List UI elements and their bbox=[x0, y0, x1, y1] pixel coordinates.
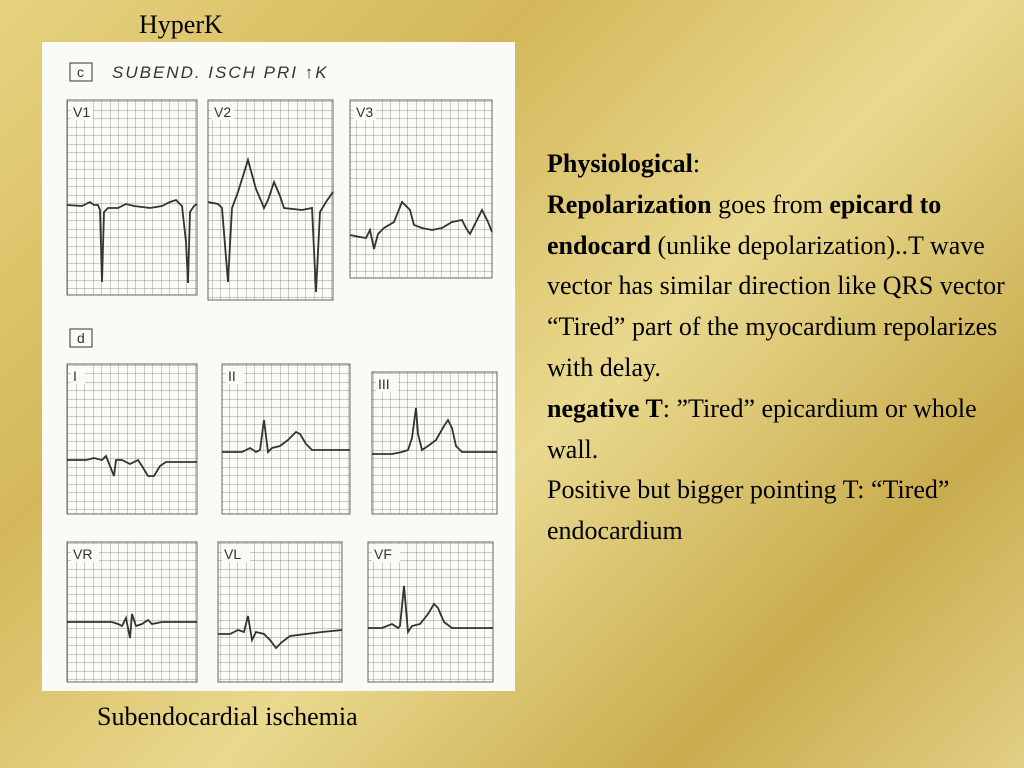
negative-t-term: negative T bbox=[547, 393, 663, 423]
explanation-text bbox=[547, 144, 1007, 552]
epicard-endocard-term: epicard to endocard bbox=[547, 189, 942, 260]
lead-vl-label: VL bbox=[224, 546, 242, 562]
hyperk-label: HyperK bbox=[139, 10, 223, 39]
lead-v2-label: V2 bbox=[214, 104, 232, 120]
paragraph-negative-t: negative T: ”Tired” epicardium or whole wall. bbox=[547, 393, 977, 464]
physiological-heading: Physiological bbox=[547, 149, 693, 178]
lead-vf-label: VF bbox=[374, 546, 392, 562]
paragraph-repolarization: Repolarization goes from epicard to endocard (unlike depolarization)..T wave vector has similar direction like QRS vector bbox=[547, 189, 1005, 301]
paragraph-tired: “Tired” part of the myocardium repolarizes with delay. bbox=[547, 312, 998, 382]
lead-ii-label: II bbox=[228, 368, 236, 384]
lead-vr-label: VR bbox=[73, 546, 93, 562]
ecg-figure bbox=[42, 42, 515, 691]
figure-caption: Subendocardial ischemia bbox=[97, 702, 358, 731]
panel-c-handwritten-note: SUBEND. ISCH PRI ↑K bbox=[112, 63, 329, 82]
lead-v3-label: V3 bbox=[356, 104, 374, 120]
panel-c-letter: c bbox=[77, 64, 84, 80]
lead-v1-label: V1 bbox=[73, 104, 91, 120]
paragraph-positive: Positive but bigger pointing T: “Tired” endocardium bbox=[547, 475, 950, 546]
panel-d-letter: d bbox=[77, 330, 85, 346]
lead-iii-label: III bbox=[378, 376, 390, 392]
repolarization-term: Repolarization bbox=[547, 189, 712, 219]
paragraph-physiological: Physiological: bbox=[547, 149, 701, 178]
lead-i-label: I bbox=[73, 368, 77, 384]
